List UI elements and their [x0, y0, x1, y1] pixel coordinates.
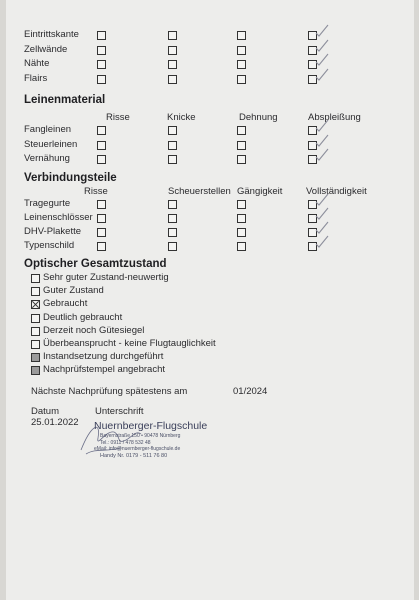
optisch-option-label: Überbeansprucht - keine Flugtauglichkeit	[43, 338, 216, 349]
top-row-label: Zellwände	[24, 43, 68, 55]
leinen-checkbox[interactable]	[97, 155, 106, 164]
optisch-option-label: Gebraucht	[43, 298, 88, 310]
optisch-option-label: Guter Zustand	[43, 285, 104, 297]
checkmark-icon	[315, 193, 329, 207]
verbindung-row-label: Typenschild	[24, 240, 75, 251]
top-checkbox[interactable]	[97, 60, 106, 69]
date-value: 25.01.2022	[31, 417, 79, 428]
company-stamp	[94, 420, 208, 460]
stamp-email: eMail: info@nuernberger-flugschule.de	[94, 446, 181, 452]
optisch-option-label: Instandsetzung durchgeführt	[43, 351, 164, 363]
leinen-row-label: Steuerleinen	[24, 138, 78, 150]
leinen-checkbox[interactable]	[168, 126, 177, 135]
top-row-label: Flairs	[24, 72, 48, 84]
verbindung-col-risse: Risse	[84, 186, 108, 197]
leinen-checkbox[interactable]	[97, 126, 106, 135]
leinen-checkbox[interactable]	[237, 141, 246, 150]
optisch-option-checkbox[interactable]	[31, 366, 40, 375]
top-row-label: Nähte	[24, 58, 50, 69]
optisch-option-checkbox[interactable]	[31, 300, 40, 309]
optisch-option-checkbox[interactable]	[31, 327, 40, 336]
checkmark-icon	[315, 53, 329, 67]
top-checkbox[interactable]	[237, 31, 246, 40]
optisch-option-label: Nachprüfstempel angebracht	[43, 364, 165, 376]
leinen-checkbox[interactable]	[168, 141, 177, 150]
checkmark-icon	[315, 235, 329, 249]
optisch-option-label: Sehr guter Zustand-neuwertig	[43, 272, 169, 283]
verbindung-checkbox[interactable]	[97, 242, 106, 251]
leinen-col-abspleissung: Abspleißung	[308, 112, 361, 123]
top-checkbox[interactable]	[237, 46, 246, 55]
next-check-value: 01/2024	[233, 386, 268, 397]
checkmark-icon	[315, 207, 329, 221]
optisch-option-checkbox[interactable]	[31, 314, 40, 323]
stamp-address: Bayernstraße 150 • 90478 Nürnberg	[100, 433, 181, 439]
top-checkbox[interactable]	[237, 60, 246, 69]
checkmark-icon	[315, 134, 329, 148]
verbindung-row-label: Tragegurte	[24, 198, 71, 209]
verbindung-col-scheuerstellen: Scheuerstellen	[168, 186, 231, 197]
leinen-col-knicke: Knicke	[167, 112, 196, 123]
top-checkbox[interactable]	[237, 75, 246, 84]
verbindung-col-gaengigkeit: Gängigkeit	[237, 186, 283, 197]
signature-label: Unterschrift	[95, 406, 144, 417]
checkmark-icon	[315, 148, 329, 162]
leinen-checkbox[interactable]	[168, 155, 177, 164]
optisch-option-label: Deutlich gebraucht	[43, 311, 123, 323]
top-checkbox[interactable]	[168, 31, 177, 40]
verbindung-col-vollstaendigkeit: Vollständigkeit	[306, 186, 367, 197]
section-title-optischer-gesamtzustand: Optischer Gesamtzustand	[24, 258, 167, 270]
optisch-option-checkbox[interactable]	[31, 340, 40, 349]
leinen-row-label: Vernähung	[24, 153, 70, 164]
verbindung-checkbox[interactable]	[97, 200, 106, 209]
next-check-label: Nächste Nachprüfung spätestens am	[31, 386, 188, 397]
verbindung-checkbox[interactable]	[168, 228, 177, 237]
verbindung-checkbox[interactable]	[168, 214, 177, 223]
date-label: Datum	[31, 406, 59, 417]
verbindung-checkbox[interactable]	[237, 200, 246, 209]
verbindung-checkbox[interactable]	[237, 214, 246, 223]
verbindung-checkbox[interactable]	[97, 228, 106, 237]
optisch-option-checkbox[interactable]	[31, 353, 40, 362]
leinen-checkbox[interactable]	[97, 141, 106, 150]
checkmark-icon	[315, 119, 329, 133]
leinen-checkbox[interactable]	[237, 155, 246, 164]
optisch-option-checkbox[interactable]	[31, 287, 40, 296]
leinen-checkbox[interactable]	[237, 126, 246, 135]
verbindung-checkbox[interactable]	[168, 200, 177, 209]
checkmark-icon	[315, 68, 329, 82]
optisch-option-checkbox[interactable]	[31, 274, 40, 283]
optisch-option-label: Derzeit noch Gütesiegel	[43, 324, 145, 336]
leinen-row-label: Fangleinen	[24, 124, 72, 135]
verbindung-checkbox[interactable]	[168, 242, 177, 251]
leinen-col-dehnung: Dehnung	[239, 112, 278, 123]
checkmark-icon	[315, 221, 329, 235]
top-checkbox[interactable]	[97, 31, 106, 40]
verbindung-checkbox[interactable]	[97, 214, 106, 223]
top-checkbox[interactable]	[168, 60, 177, 69]
verbindung-row-label: Leinenschlösser	[24, 212, 93, 223]
stamp-name: Nuernberger-Flugschule	[94, 420, 208, 432]
top-checkbox[interactable]	[168, 46, 177, 55]
top-checkbox[interactable]	[97, 75, 106, 84]
verbindung-row-label: DHV-Plakette	[24, 226, 82, 237]
leinen-col-risse: Risse	[106, 112, 130, 123]
section-title-verbindungsteile: Verbindungsteile	[24, 172, 117, 184]
top-row-label: Eintrittskante	[24, 29, 79, 40]
top-checkbox[interactable]	[97, 46, 106, 55]
stamp-tel: Tel.: 0911 / 478 532 48	[100, 440, 151, 446]
stamp-handy: Handy Nr. 0179 - 511 76 80	[100, 453, 168, 459]
checkmark-icon	[315, 39, 329, 53]
verbindung-checkbox[interactable]	[237, 242, 246, 251]
verbindung-checkbox[interactable]	[237, 228, 246, 237]
inspection-form-sheet	[6, 0, 414, 600]
top-checkbox[interactable]	[168, 75, 177, 84]
checkmark-icon	[315, 24, 329, 38]
section-title-leinenmaterial: Leinenmaterial	[24, 94, 106, 106]
